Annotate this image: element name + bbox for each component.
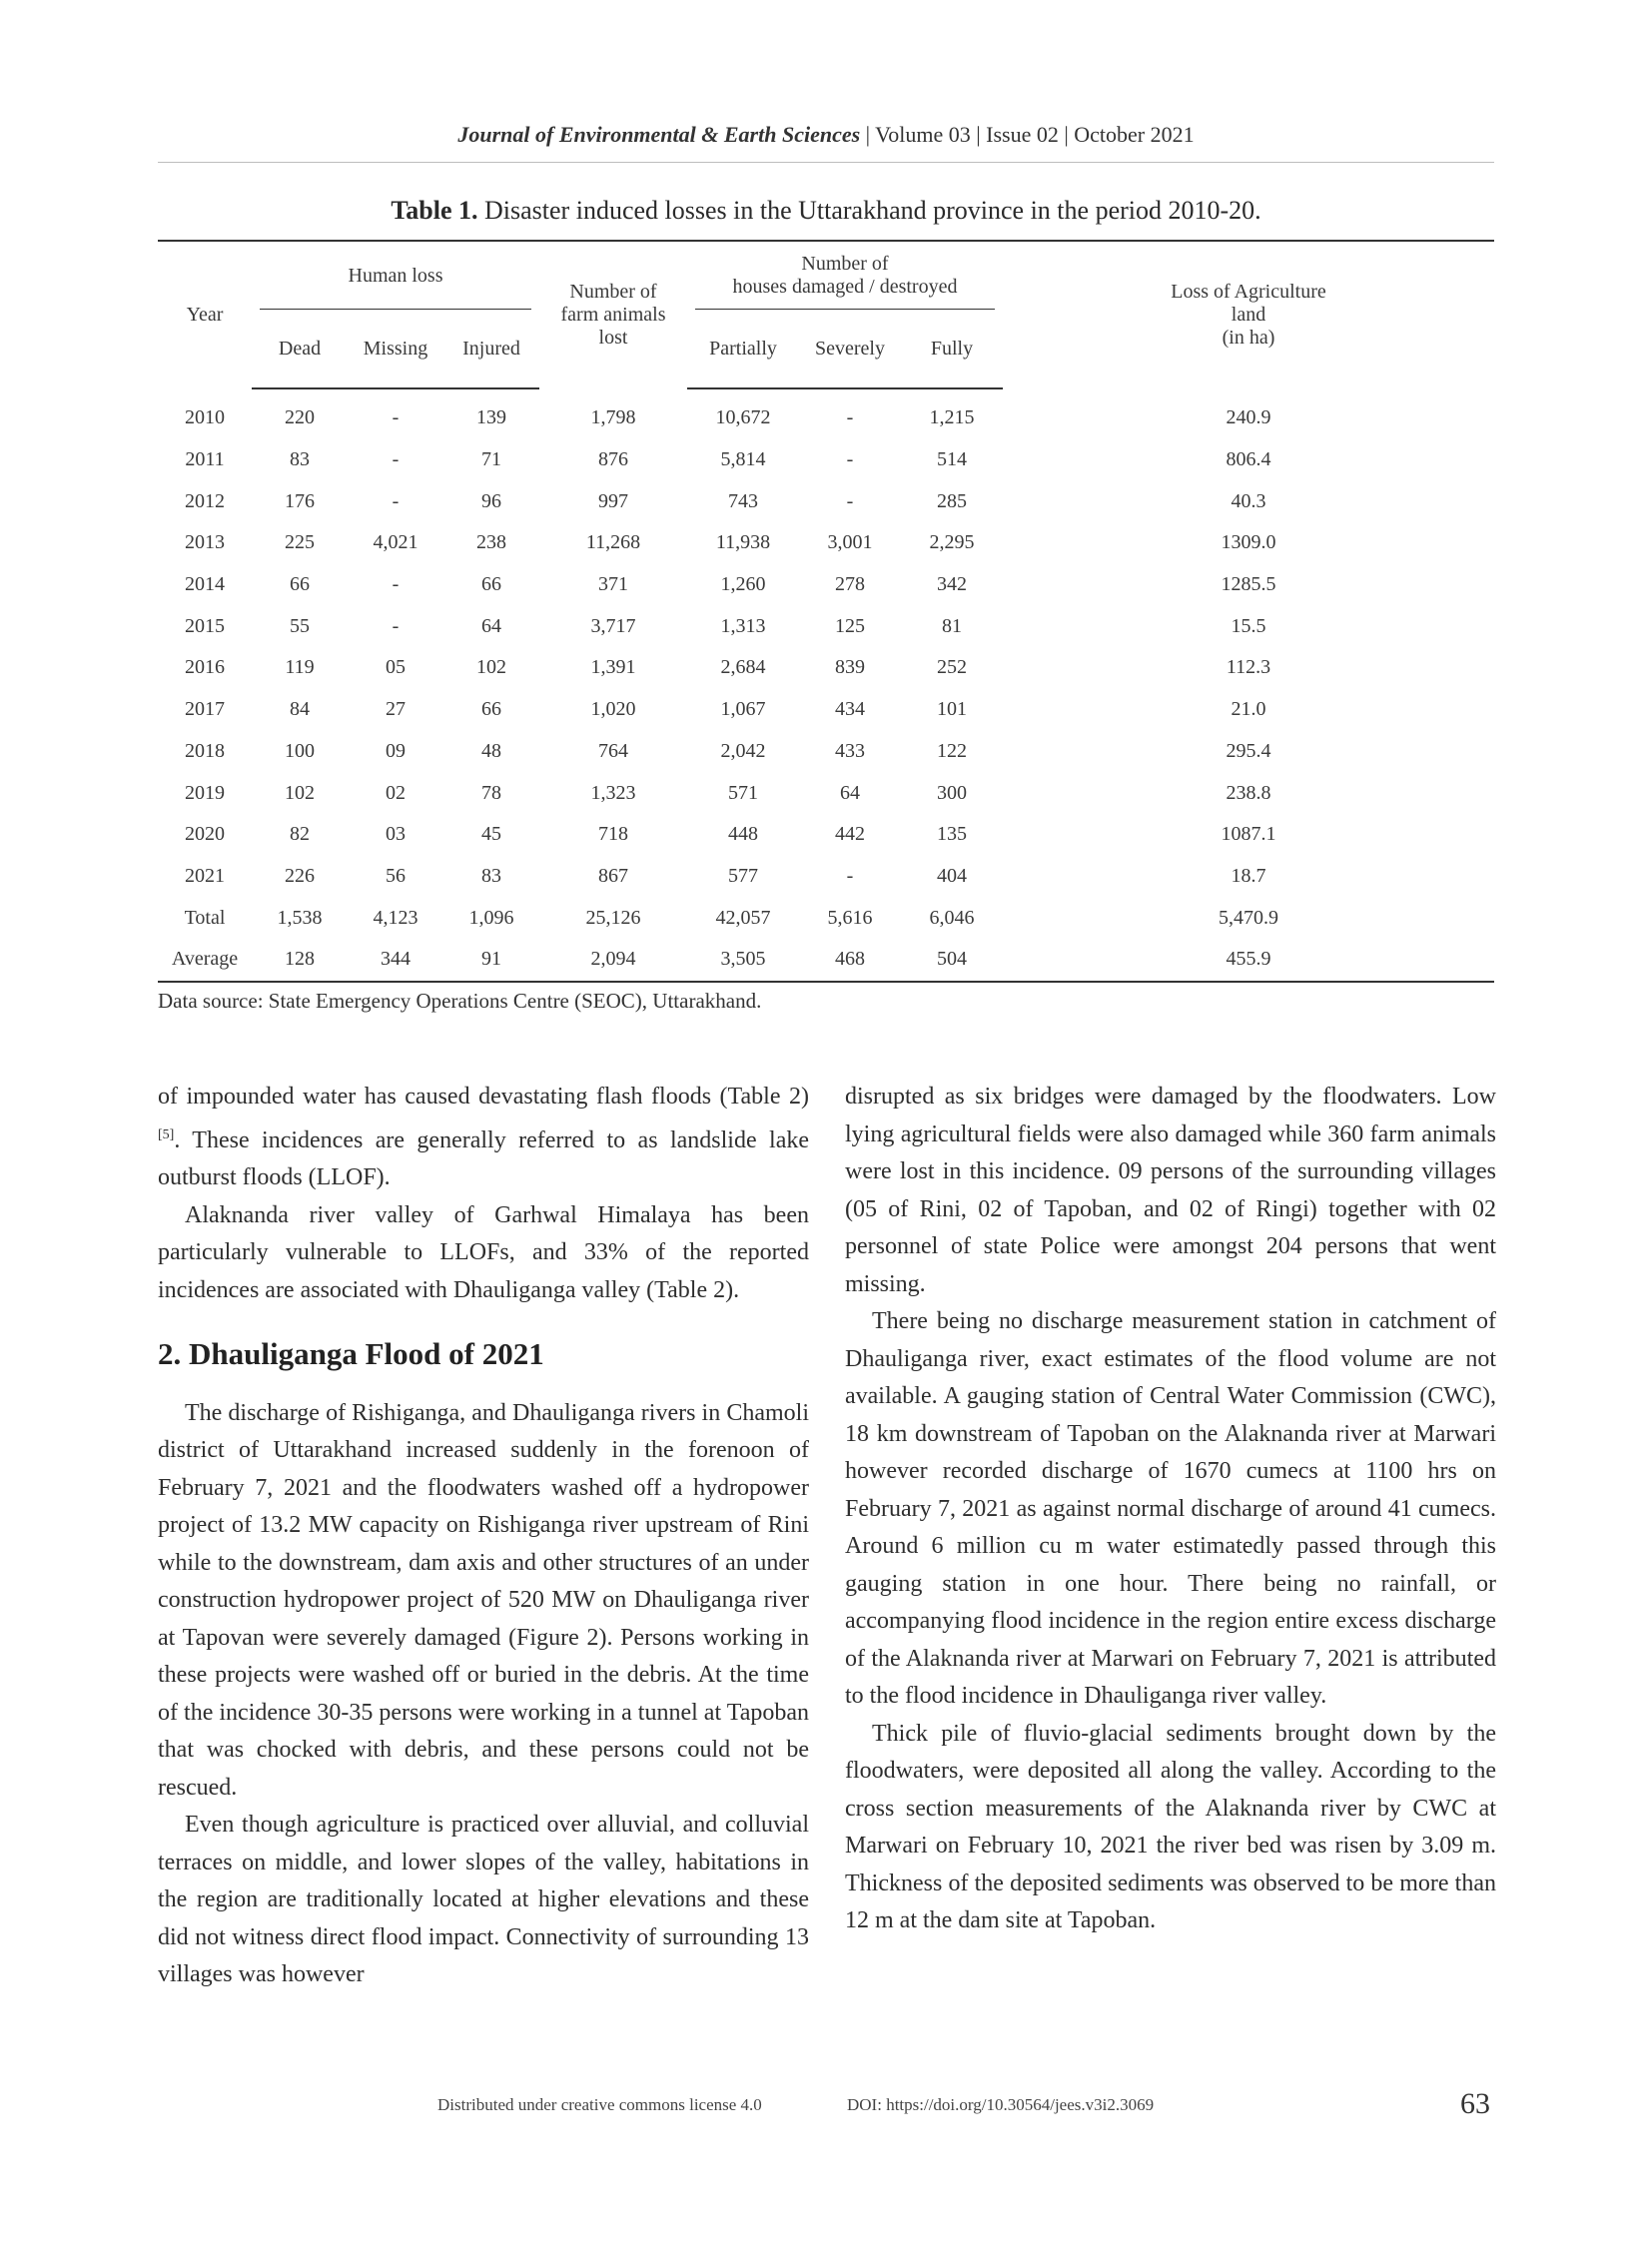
paragraph: There being no discharge measurement station in catchment of Dhauliganga river, exact estimates of the flood volume are not available. A gauging station of Central Water Commission (CWC), 18 km downstream of Tapoban on the Alaknanda river at Marwari however recorded discharge of 1670 cumecs at 1100 hrs on February 7, 2021 as against normal discharge of around 41 cumecs. Around 6 million cu m water estimatedly passed through this gauging station in one hour. There being no rainfall, or accompanying flood incidence in the region entire excess discharge of the Alaknanda river at Marwari on February 7, 2021 is attributed to the flood incidence in Dhauliganga river valley. (845, 1308, 1496, 1709)
table-cell: 02 (386, 781, 406, 804)
table-cell: 3,001 (827, 531, 873, 554)
journal-name: Journal of Environmental & Earth Sciences (457, 122, 861, 147)
table-cell: 96 (481, 489, 501, 512)
table-cell: 5,470.9 (1219, 906, 1278, 929)
table-cell: 371 (598, 573, 628, 596)
table-cell: 3,505 (687, 939, 799, 982)
paragraph-text: . These incidences are generally referred to as landslide lake outburst floods (LLOF). (158, 1126, 809, 1190)
table-cell: 468 (799, 939, 901, 982)
table-cell: 2019 (185, 781, 225, 804)
table-cell: 4,123 (373, 906, 418, 929)
table-cell: 139 (476, 406, 506, 429)
paragraph: Thick pile of fluvio-glacial sediments brought down by the floodwaters, were deposited all along the valley. According to the cross section measurements of the Alaknanda river by CWC at Marwari on February 10, 2021 the river bed was risen by 3.09 m. Thickness of the deposited sediments was observed to be more than 12 m at the dam site at Tapoban. (845, 1720, 1496, 1933)
table-cell: 442 (835, 823, 865, 846)
table-cell: 1,215 (929, 406, 975, 429)
losses-table (158, 240, 1494, 983)
table-cell: 1309.0 (1221, 531, 1276, 554)
table-cell: - (392, 614, 400, 637)
table-cell: 6,046 (929, 906, 975, 929)
table-row (158, 439, 1494, 481)
table-cell: 876 (598, 448, 628, 471)
paragraph: Alaknanda river valley of Garhwal Himalaya has been particularly vulnerable to LLOFs, and 33% of the reported incidences are associated with Dhauliganga valley (Table 2). (158, 1201, 809, 1303)
table-cell: 1,260 (720, 573, 766, 596)
license-note: Distributed under creative commons license 4.0 (437, 2095, 762, 2114)
paragraph: Even though agriculture is practiced over alluvial, and colluvial terraces on middle, and lower slopes of the valley, habitations in the region are traditionally located at higher elevations and these did not witness direct flood impact. Connectivity of surrounding 13 villages was however (158, 1812, 809, 1987)
table-cell: Average (158, 939, 252, 982)
header-houses-line1: Number of (801, 253, 889, 275)
table-cell: - (392, 489, 400, 512)
header-year: Year (158, 241, 252, 388)
table-cell: 5,616 (827, 906, 873, 929)
table-cell: 285 (937, 489, 967, 512)
header-dead: Dead (252, 310, 348, 388)
running-header (158, 122, 1494, 148)
table-body (158, 388, 1494, 982)
header-farm-animals-line2: farm animals (560, 304, 666, 326)
table-cell: - (846, 489, 854, 512)
table-cell: 718 (598, 823, 628, 846)
left-column (158, 1079, 809, 1994)
table-cell: 21.0 (1231, 698, 1266, 721)
table-cell: 64 (481, 614, 501, 637)
table-caption (158, 196, 1494, 226)
doi-link[interactable]: DOI: https://doi.org/10.30564/jees.v3i2.3069 (847, 2095, 1155, 2114)
table-cell: 2015 (185, 614, 225, 637)
table-cell: 91 (443, 939, 539, 982)
table-cell: 71 (481, 448, 501, 471)
table-cell: 09 (386, 739, 406, 762)
table-cell: 25,126 (585, 906, 641, 929)
table-cell: 240.9 (1226, 405, 1271, 428)
table-cell: - (846, 448, 854, 471)
table-cell: 176 (285, 489, 315, 512)
table-cell: 1,391 (590, 656, 636, 679)
table-row (158, 772, 1494, 814)
table-cell: 83 (481, 864, 501, 887)
header-agri-land (1003, 241, 1494, 388)
table-cell: 295.4 (1226, 739, 1271, 762)
table-cell: 11,268 (585, 531, 641, 554)
table-cell: 18.7 (1231, 864, 1266, 887)
table-cell: 743 (728, 489, 758, 512)
table-cell: 82 (290, 823, 310, 846)
table-cell: 42,057 (715, 906, 771, 929)
table-row (158, 897, 1494, 939)
header-human-loss: Human loss (252, 241, 539, 310)
table-cell: 128 (252, 939, 348, 982)
table-cell: 404 (937, 864, 967, 887)
table-cell: 1,067 (720, 698, 766, 721)
table-row (158, 388, 1494, 439)
page-number: 63 (1460, 2087, 1490, 2120)
table-cell: 66 (290, 573, 310, 596)
table-row (158, 939, 1494, 982)
table-cell: 15.5 (1231, 614, 1266, 637)
header-agri-line1: Loss of Agriculture (1171, 281, 1326, 303)
paragraph: The discharge of Rishiganga, and Dhauliganga rivers in Chamoli district of Uttarakhand increased suddenly in the forenoon of February 7, 2021 and the floodwaters washed off a hydropower project of 13.2 MW capacity on Rishiganga river upstream of Rini while to the downstream, dam axis and other structures of an under construction hydropower project of 520 MW on Dhauliganga river at Tapovan were severely damaged (Figure 2). Persons working in these projects were washed off or buried in the debris. At the time of the incidence 30-35 persons were working in a tunnel at Tapoban that was chocked with debris, and these persons could not be rescued. (158, 1399, 809, 1801)
right-column (845, 1079, 1496, 1940)
table-cell: 1285.5 (1221, 573, 1276, 596)
table-row (158, 564, 1494, 606)
table-cell: 514 (937, 448, 967, 471)
table-cell: Total (184, 906, 226, 929)
table-cell: 226 (285, 864, 315, 887)
header-missing: Missing (348, 310, 443, 388)
table-cell: 81 (942, 614, 962, 637)
table-cell: 434 (835, 698, 865, 721)
table-cell: 122 (937, 739, 967, 762)
table-cell: 1,096 (468, 906, 514, 929)
table-cell: 55 (290, 614, 310, 637)
table-cell: 1,020 (590, 698, 636, 721)
table-cell: 83 (290, 448, 310, 471)
table-cell: - (392, 573, 400, 596)
table-cell: 05 (386, 656, 406, 679)
paragraph (158, 1079, 809, 1197)
header-fully: Fully (901, 310, 1003, 388)
table-cell: 66 (481, 573, 501, 596)
header-agri-line2: land (1231, 304, 1266, 326)
table-cell: 225 (285, 531, 315, 554)
table-cell: - (846, 406, 854, 429)
header-houses-line2: houses damaged / destroyed (732, 276, 958, 298)
table-cell: 84 (290, 698, 310, 721)
table-cell: 10,672 (715, 406, 771, 429)
table-row (158, 731, 1494, 773)
table-cell: 1,538 (277, 906, 323, 929)
table-cell: 2016 (185, 656, 225, 679)
table-cell: 45 (481, 823, 501, 846)
table-row (158, 689, 1494, 731)
table-cell: 2017 (185, 698, 225, 721)
header-severely: Severely (799, 310, 901, 388)
table-cell: - (846, 864, 854, 887)
paragraph: disrupted as six bridges were damaged by the floodwaters. Low lying agricultural fields were also damaged while 360 farm animals were lost in this incidence. 09 persons of the surrounding villages (05 of Rini, 02 of Tapoban, and 02 of Ringi) together with 02 personnel of state Police were amongst 204 persons that went missing. (845, 1084, 1496, 1297)
table-cell: 839 (835, 656, 865, 679)
table-cell: 2013 (185, 531, 225, 554)
table-caption-label: Table 1. (391, 196, 478, 225)
header-houses (687, 241, 1003, 310)
header-farm-animals-line3: lost (598, 327, 628, 349)
table-row (158, 605, 1494, 647)
table-cell: 2,094 (539, 939, 687, 982)
table-cell: 5,814 (720, 448, 766, 471)
header-farm-animals (539, 241, 687, 388)
table-cell: 27 (386, 698, 406, 721)
table-cell: 125 (835, 614, 865, 637)
table-cell: 112.3 (1226, 656, 1271, 679)
table-cell: - (392, 406, 400, 429)
table-cell: 40.3 (1231, 489, 1266, 512)
table-cell: 11,938 (715, 531, 771, 554)
table-cell: 102 (285, 781, 315, 804)
issue-details: | Volume 03 | Issue 02 | October 2021 (860, 122, 1195, 147)
table-cell: 101 (937, 698, 967, 721)
table-cell: 78 (481, 781, 501, 804)
table-cell: 2,042 (720, 739, 766, 762)
table-cell: 135 (937, 823, 967, 846)
section-heading: 2. Dhauliganga Flood of 2021 (158, 1336, 544, 1371)
table-cell: 1,798 (590, 405, 636, 428)
table-cell: 1,323 (590, 781, 636, 804)
table-cell: 2,684 (720, 656, 766, 679)
table-cell: 1,313 (720, 614, 766, 637)
table-cell: 220 (285, 406, 315, 429)
header-partially: Partially (687, 310, 799, 388)
table-cell: 66 (481, 698, 501, 721)
table-cell: 2,295 (929, 531, 975, 554)
table-cell: 119 (285, 656, 315, 679)
paragraph-text: of impounded water has caused devastating flash floods (Table 2) (158, 1084, 809, 1110)
table-cell: 1087.1 (1221, 823, 1276, 846)
table-cell: 4,021 (373, 531, 418, 554)
table-cell: 448 (728, 823, 758, 846)
table-cell: 102 (476, 656, 506, 679)
table-cell: 03 (386, 823, 406, 846)
table-cell: 504 (901, 939, 1003, 982)
table-cell: 56 (386, 864, 406, 887)
table-cell: 867 (598, 864, 628, 887)
table-cell: 2011 (185, 448, 225, 471)
table-cell: - (392, 448, 400, 471)
table-cell: 806.4 (1226, 448, 1271, 471)
table-cell: 252 (937, 656, 967, 679)
table-row (158, 647, 1494, 689)
table-cell: 342 (937, 573, 967, 596)
table-cell: 2012 (185, 489, 225, 512)
table-cell: 64 (840, 781, 860, 804)
table-row (158, 522, 1494, 564)
table-cell: 433 (835, 739, 865, 762)
table-cell: 3,717 (590, 614, 636, 637)
table-row (158, 814, 1494, 856)
table-row (158, 480, 1494, 522)
table-cell: 2020 (185, 823, 225, 846)
table-cell: 100 (285, 739, 315, 762)
table-cell: 344 (348, 939, 443, 982)
table-cell: 2021 (185, 864, 225, 887)
header-injured: Injured (443, 310, 539, 388)
citation-ref[interactable]: [5] (158, 1126, 175, 1142)
table-cell: 238.8 (1226, 781, 1271, 804)
data-source-note: Data source: State Emergency Operations Centre (SEOC), Uttarakhand. (158, 989, 762, 1013)
table-cell: 278 (835, 573, 865, 596)
table-cell: 997 (598, 489, 628, 512)
table-cell: 455.9 (1003, 939, 1494, 982)
table-cell: 764 (598, 739, 628, 762)
table-cell: 300 (937, 781, 967, 804)
table-row (158, 856, 1494, 898)
header-farm-animals-line1: Number of (569, 281, 657, 303)
table-cell: 238 (476, 531, 506, 554)
table-cell: 2018 (185, 739, 225, 762)
header-agri-line3: (in ha) (1222, 327, 1275, 349)
table-cell: 48 (481, 739, 501, 762)
header-divider (158, 162, 1494, 163)
table-cell: 571 (728, 781, 758, 804)
table-cell: 2010 (185, 405, 225, 428)
table-cell: 2014 (185, 573, 225, 596)
table-caption-text: Disaster induced losses in the Uttarakhand province in the period 2010-20. (477, 196, 1261, 225)
table-cell: 577 (728, 864, 758, 887)
